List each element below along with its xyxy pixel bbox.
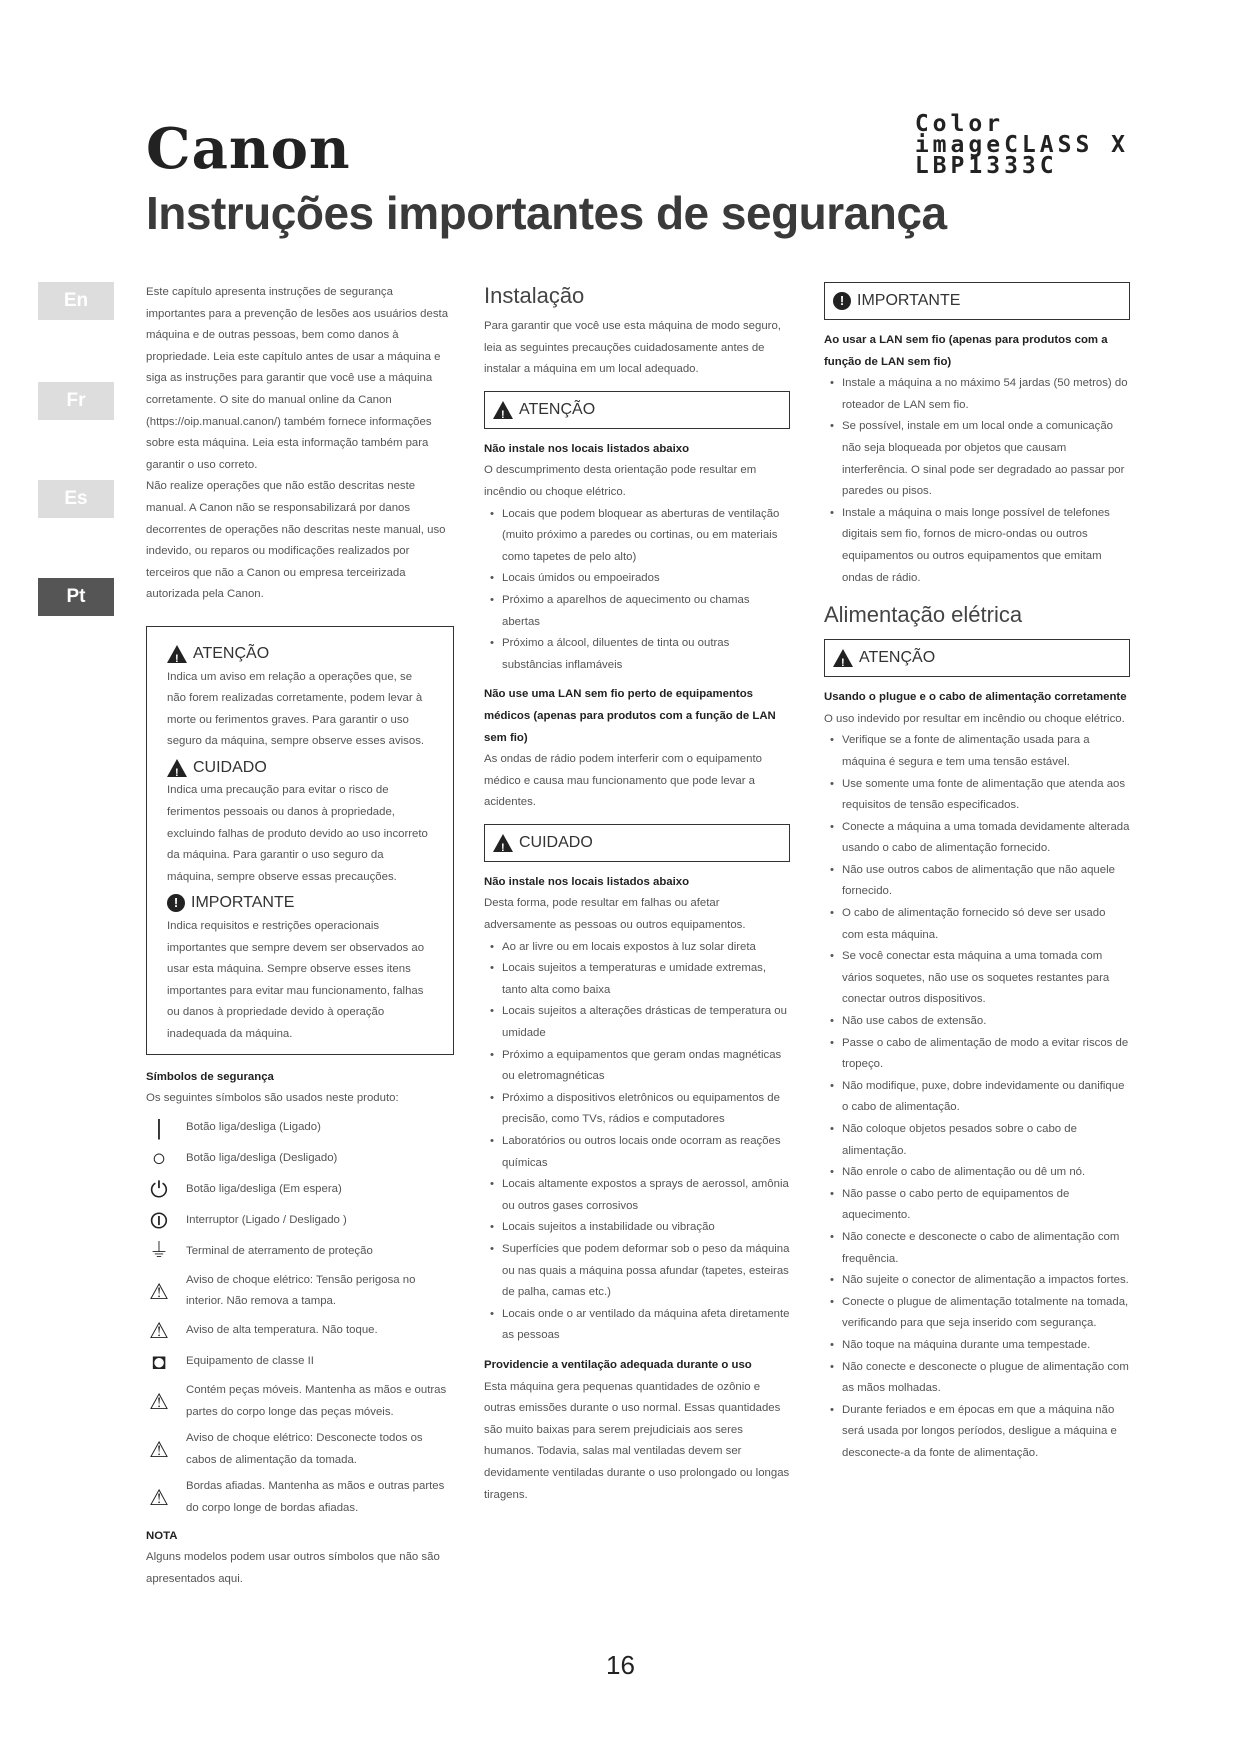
installation-s4-heading: Providencie a ventilação adequada durante o uso xyxy=(484,1358,752,1371)
intro-paragraph-2: Não realize operações que não estão descritas neste manual. A Canon não se responsabilizará por danos decorrentes de operações não descritas neste manual, uso indevido, ou reparos ou modificações realizados por terceiros que não a Canon ou empresa terceirizada autorizada pela Canon. xyxy=(146,480,446,601)
caution-icon xyxy=(167,759,187,777)
disconnect-power-icon: ⚠ xyxy=(149,1436,169,1462)
column-intro xyxy=(146,282,454,1590)
list-item: • Locais úmidos ou empoeirados xyxy=(502,568,790,590)
column-installation xyxy=(484,282,790,1506)
wireless-heading: Ao usar a LAN sem fio (apenas para produtos com a função de LAN sem fio) xyxy=(824,334,1108,368)
important-icon: ! xyxy=(167,894,185,912)
sharp-edges-icon: ⚠ xyxy=(149,1485,169,1511)
canon-logo: Canon xyxy=(146,116,351,182)
warning-icon xyxy=(493,401,513,419)
symbol-item: ⏚ Terminal de aterramento de proteção xyxy=(146,1239,454,1265)
class-two-icon: ◘ xyxy=(152,1349,166,1375)
electric-shock-icon: ⚠ xyxy=(149,1278,169,1304)
symbols-list xyxy=(146,1115,454,1520)
legend-cuidado-text: Indica uma precaução para evitar o risco de ferimentos pessoais ou danos à propriedade, excluindo falhas de produto devido ao uso incorreto da máquina. Para garantir o uso seguro da máquina, sempre observe essas precauções. xyxy=(167,784,428,883)
power-on-icon: | xyxy=(156,1114,162,1140)
intro-paragraph-1: Este capítulo apresenta instruções de segurança importantes para a prevenção de lesões aos usuários desta máquina e de outras pessoas, bem como danos à propriedade. Leia este capítulo antes de usar a máquina e siga as instruções para garantir que você use a máquina corretamente. O site do manual online da Canon (https://oip.manual.canon/) também fornece informações sobre esta máquina. Leia esta informação também para garantir o uso correto. xyxy=(146,286,449,471)
power-toggle-icon: ⏼ xyxy=(150,1207,168,1233)
list-item: • Próximo a dispositivos eletrônicos ou equipamentos de precisão, como TVs, rádios e computadores xyxy=(502,1088,790,1131)
list-item: • Próximo a equipamentos que geram ondas magnéticas ou eletromagnéticas xyxy=(502,1045,790,1088)
list-item: • Conecte o plugue de alimentação totalmente na tomada, verificando para que seja inserido com segurança. xyxy=(842,1292,1130,1335)
model-line-3: LBP1333C xyxy=(914,153,1058,179)
list-item: • Conecte a máquina a uma tomada devidamente alterada usando o cabo de alimentação fornecido. xyxy=(842,817,1130,860)
installation-s3-text: Desta forma, pode resultar em falhas ou afetar adversamente as pessoas ou outros equipamentos. xyxy=(484,897,746,932)
legend-importante-text: Indica requisitos e restrições operacionais importantes que sempre devem ser observados ao usar esta máquina. Sempre observe esses itens importantes para evitar mau funcionamento, falhas ou danos à propriedade devido à operação inadequada da máquina. xyxy=(167,920,425,1040)
page-number: 16 xyxy=(606,1650,635,1680)
installation-s2-heading: Não use uma LAN sem fio perto de equipamentos médicos (apenas para produtos com a função de LAN sem fio) xyxy=(484,688,776,744)
nota-text: Alguns modelos podem usar outros símbolos que não são apresentados aqui. xyxy=(146,1551,440,1585)
installation-s1-heading: Não instale nos locais listados abaixo xyxy=(484,442,690,455)
language-tab-pt[interactable]: Pt xyxy=(38,578,114,616)
symbol-item: ⚠ Bordas afiadas. Mantenha as mãos e outras partes do corpo longe de bordas afiadas. xyxy=(146,1476,454,1519)
column-wireless-power xyxy=(824,282,1130,1465)
list-item: • Durante feriados e em épocas em que a máquina não será usada por longos períodos, desligue a máquina e desconecte-a da fonte de alimentação. xyxy=(842,1400,1130,1465)
model-line-2: imageCLASS X xyxy=(914,132,1129,158)
list-item: • Não conecte e desconecte o cabo de alimentação com frequência. xyxy=(842,1227,1130,1270)
cuidado-box: ! CUIDADO xyxy=(484,824,790,862)
wireless-list xyxy=(824,373,1130,589)
ground-terminal-icon: ⏚ xyxy=(149,1239,169,1262)
list-item: • Locais sujeitos a temperaturas e umidade extremas, tanto alta como baixa xyxy=(502,958,790,1001)
symbols-intro: Os seguintes símbolos são usados neste produto: xyxy=(146,1092,399,1105)
list-item: • O cabo de alimentação fornecido só deve ser usado com esta máquina. xyxy=(842,903,1130,946)
symbol-item: ⚠ Aviso de choque elétrico: Tensão perigosa no interior. Não remova a tampa. xyxy=(146,1270,454,1313)
list-item: • Locais onde o ar ventilado da máquina afeta diretamente as pessoas xyxy=(502,1304,790,1347)
list-item: • Não passe o cabo perto de equipamentos de aquecimento. xyxy=(842,1184,1130,1227)
installation-s3-list xyxy=(484,937,790,1347)
nota-heading: NOTA xyxy=(146,1529,178,1542)
language-tab-es[interactable]: Es xyxy=(38,480,114,518)
list-item: • Não use outros cabos de alimentação que não aquele fornecido. xyxy=(842,860,1130,903)
list-item: • Use somente uma fonte de alimentação que atenda aos requisitos de tensão especificados. xyxy=(842,774,1130,817)
moving-parts-icon: ⚠ xyxy=(149,1388,169,1414)
list-item: • Locais altamente expostos a sprays de aerossol, amônia ou outros gases corrosivos xyxy=(502,1174,790,1217)
legend-atencao-text: Indica um aviso em relação a operações que, se não forem realizadas corretamente, podem levar à morte ou ferimentos graves. Para garantir o uso seguro da máquina, sempre observe esses avisos. xyxy=(167,670,425,748)
list-item: • Laboratórios ou outros locais onde ocorram as reações químicas xyxy=(502,1131,790,1174)
symbol-item: ◘ Equipamento de classe II xyxy=(146,1349,454,1375)
symbol-item: ⚠ Contém peças móveis. Mantenha as mãos e outras partes do corpo longe das peças móveis. xyxy=(146,1380,454,1423)
symbol-item: ⏼ Interruptor (Ligado / Desligado ) xyxy=(146,1208,454,1234)
symbol-item: ⚠ Aviso de choque elétrico: Desconecte todos os cabos de alimentação da tomada. xyxy=(146,1428,454,1471)
list-item: • Passe o cabo de alimentação de modo a evitar riscos de tropeço. xyxy=(842,1033,1130,1076)
list-item: • Instale a máquina a no máximo 54 jardas (50 metros) do roteador de LAN sem fio. xyxy=(842,373,1130,416)
list-item: • Próximo a álcool, diluentes de tinta ou outras substâncias inflamáveis xyxy=(502,633,790,676)
list-item: • Não toque na máquina durante uma tempestade. xyxy=(842,1335,1130,1357)
atencao-box: ! ATENÇÃO xyxy=(824,639,1130,677)
legend-importante: ! IMPORTANTE xyxy=(167,892,433,914)
list-item: • Se você conectar esta máquina a uma tomada com vários soquetes, não use os soquetes restantes para conectar outros dispositivos. xyxy=(842,946,1130,1011)
list-item: • Não use cabos de extensão. xyxy=(842,1011,1130,1033)
symbol-item: ⏻ Botão liga/desliga (Em espera) xyxy=(146,1177,454,1203)
page-title: Instruções importantes de segurança xyxy=(146,187,947,239)
caution-icon xyxy=(493,834,513,852)
power-list xyxy=(824,730,1130,1464)
list-item: • Locais que podem bloquear as aberturas de ventilação (muito próximo a paredes ou cortinas, ou em materiais como tapetes de pelo alto) xyxy=(502,504,790,569)
language-tab-en[interactable]: En xyxy=(38,282,114,320)
model-name xyxy=(914,111,1129,179)
installation-s1-text: O descumprimento desta orientação pode resultar em incêndio ou choque elétrico. xyxy=(484,464,757,498)
list-item: • Não sujeite o conector de alimentação a impactos fortes. xyxy=(842,1270,1130,1292)
list-item: • Locais sujeitos a alterações drásticas de temperatura ou umidade xyxy=(502,1001,790,1044)
power-off-icon: ○ xyxy=(151,1144,167,1172)
list-item: • Ao ar livre ou em locais expostos à luz solar direta xyxy=(502,937,790,959)
list-item: • Locais sujeitos a instabilidade ou vibração xyxy=(502,1217,790,1239)
installation-heading: Instalação xyxy=(484,283,585,308)
power-s1-heading: Usando o plugue e o cabo de alimentação corretamente xyxy=(824,691,1127,704)
list-item: • Não modifique, puxe, dobre indevidamente ou danifique o cabo de alimentação. xyxy=(842,1076,1130,1119)
list-item: • Não coloque objetos pesados sobre o cabo de alimentação. xyxy=(842,1119,1130,1162)
symbol-item: ○ Botão liga/desliga (Desligado) xyxy=(146,1146,454,1172)
list-item: • Verifique se a fonte de alimentação usada para a máquina é segura e tem uma tensão estável. xyxy=(842,730,1130,773)
model-line-1: Color xyxy=(914,111,1005,137)
power-heading: Alimentação elétrica xyxy=(824,602,1023,628)
importante-box: ! IMPORTANTE xyxy=(824,282,1130,320)
installation-s2-text: As ondas de rádio podem interferir com o equipamento médico e causa mau funcionamento que pode levar a acidentes. xyxy=(484,753,762,809)
installation-intro: Para garantir que você use esta máquina de modo seguro, leia as seguintes precauções cuidadosamente antes de instalar a máquina em um local adequado. xyxy=(484,320,781,376)
installation-s3-heading: Não instale nos locais listados abaixo xyxy=(484,875,690,888)
list-item: • Não enrole o cabo de alimentação ou dê um nó. xyxy=(842,1162,1130,1184)
symbol-item: ⚠ Aviso de alta temperatura. Não toque. xyxy=(146,1318,454,1344)
symbol-item: | Botão liga/desliga (Ligado) xyxy=(146,1115,454,1141)
warning-icon xyxy=(167,645,187,663)
language-tab-fr[interactable]: Fr xyxy=(38,382,114,420)
list-item: • Superfícies que podem deformar sob o peso da máquina ou nas quais a máquina possa afundar (tapetes, esteiras de palha, camas etc.) xyxy=(502,1239,790,1304)
legend-atencao: ! ATENÇÃO xyxy=(167,643,433,665)
list-item: • Não conecte e desconecte o plugue de alimentação com as mãos molhadas. xyxy=(842,1357,1130,1400)
important-icon: ! xyxy=(833,292,851,310)
legend-box xyxy=(146,626,454,1055)
warning-icon xyxy=(833,649,853,667)
atencao-box: ! ATENÇÃO xyxy=(484,391,790,429)
symbols-heading: Símbolos de segurança xyxy=(146,1070,274,1083)
power-s1-text: O uso indevido por resultar em incêndio ou choque elétrico. xyxy=(824,712,1125,725)
list-item: • Instale a máquina o mais longe possível de telefones digitais sem fio, fornos de micro-ondas ou outros equipamentos ou outros equipamentos que emitam ondas de rádio. xyxy=(842,503,1130,589)
power-standby-icon: ⏻ xyxy=(150,1176,168,1202)
hot-surface-icon: ⚠ xyxy=(149,1318,169,1344)
installation-s4-text: Esta máquina gera pequenas quantidades de ozônio e outras emissões durante o uso normal. Essas quantidades são muito baixas para serem prejudiciais aos seres humanos. Todavia, salas mal ventiladas devem ser devidamente ventiladas durante o uso prolongado ou longas tiragens. xyxy=(484,1380,790,1501)
legend-cuidado: ! CUIDADO xyxy=(167,757,433,779)
list-item: • Se possível, instale em um local onde a comunicação não seja bloqueada por objetos que causam interferência. O sinal pode ser degradado ao passar por paredes ou pisos. xyxy=(842,416,1130,502)
list-item: • Próximo a aparelhos de aquecimento ou chamas abertas xyxy=(502,590,790,633)
installation-s1-list xyxy=(484,504,790,677)
